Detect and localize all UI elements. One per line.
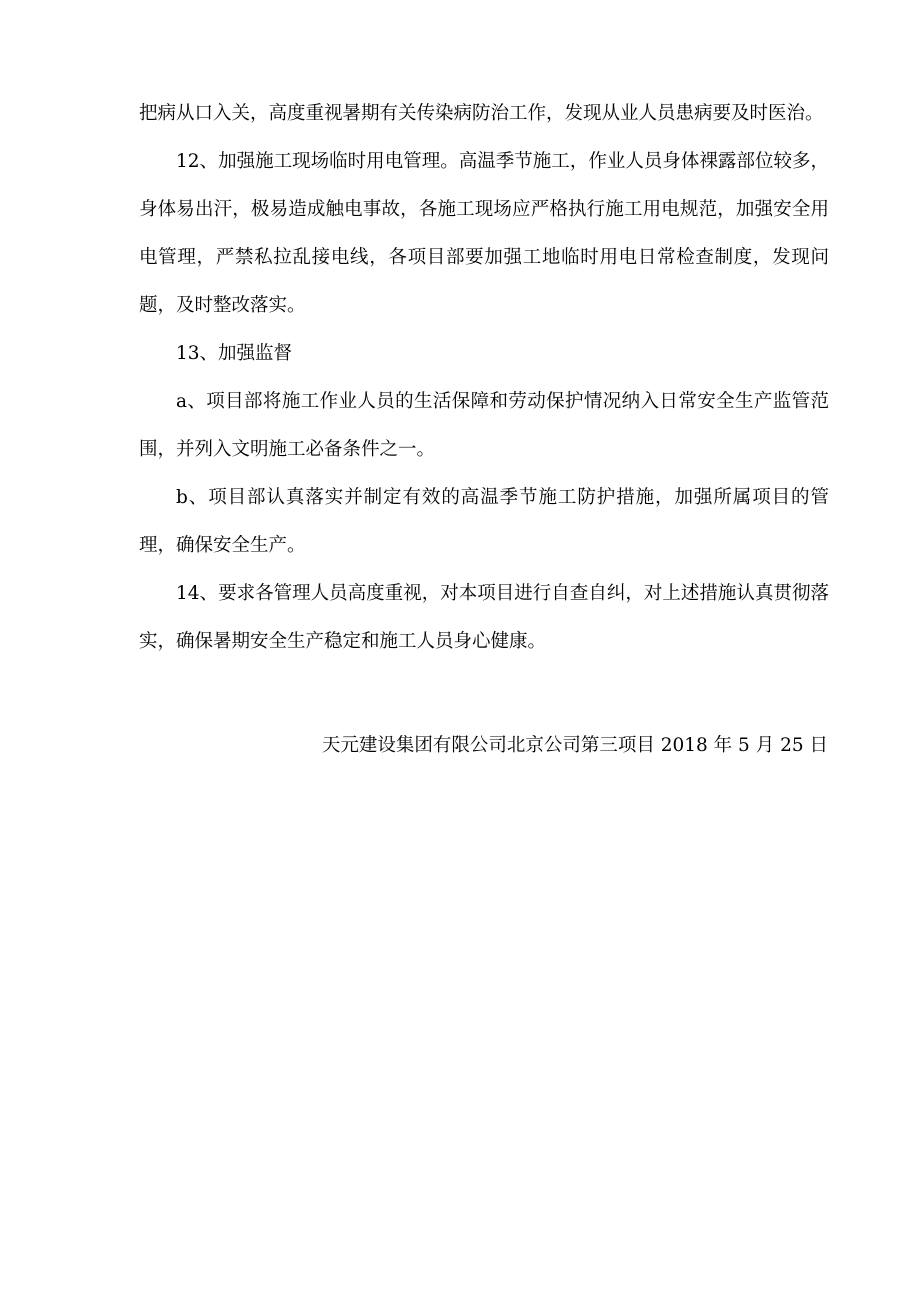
paragraph-item-13a: a、项目部将施工作业人员的生活保障和劳动保护情况纳入日常安全生产监管范围，并列入文明施工必备条件之一。: [139, 391, 829, 460]
paragraph-item-12: 12、加强施工现场临时用电管理。高温季节施工，作业人员身体裸露部位较多，身体易出汗，极易造成触电事故，各施工现场应严格执行施工用电规范，加强安全用电管理，严禁私拉乱接电线，各项目部要加强工地临时用电日常检查制度，发现问题，及时整改落实。: [139, 151, 829, 316]
paragraph-item-13b: b、项目部认真落实并制定有效的高温季节施工防护措施，加强所属项目的管理，确保安全生产。: [139, 487, 829, 556]
paragraph-item-14: 14、要求各管理人员高度重视，对本项目进行自查自纠，对上述措施认真贯彻落实，确保暑期安全生产稳定和施工人员身心健康。: [139, 583, 829, 652]
signature-line: 天元建设集团有限公司北京公司第三项目 2018 年 5 月 25 日: [321, 735, 828, 756]
paragraph-continuation: 把病从口入关，高度重视暑期有关传染病防治工作，发现从业人员患病要及时医治。: [139, 103, 824, 124]
paragraph-item-13: 13、加强监督: [176, 343, 293, 364]
document-body: [139, 90, 829, 666]
